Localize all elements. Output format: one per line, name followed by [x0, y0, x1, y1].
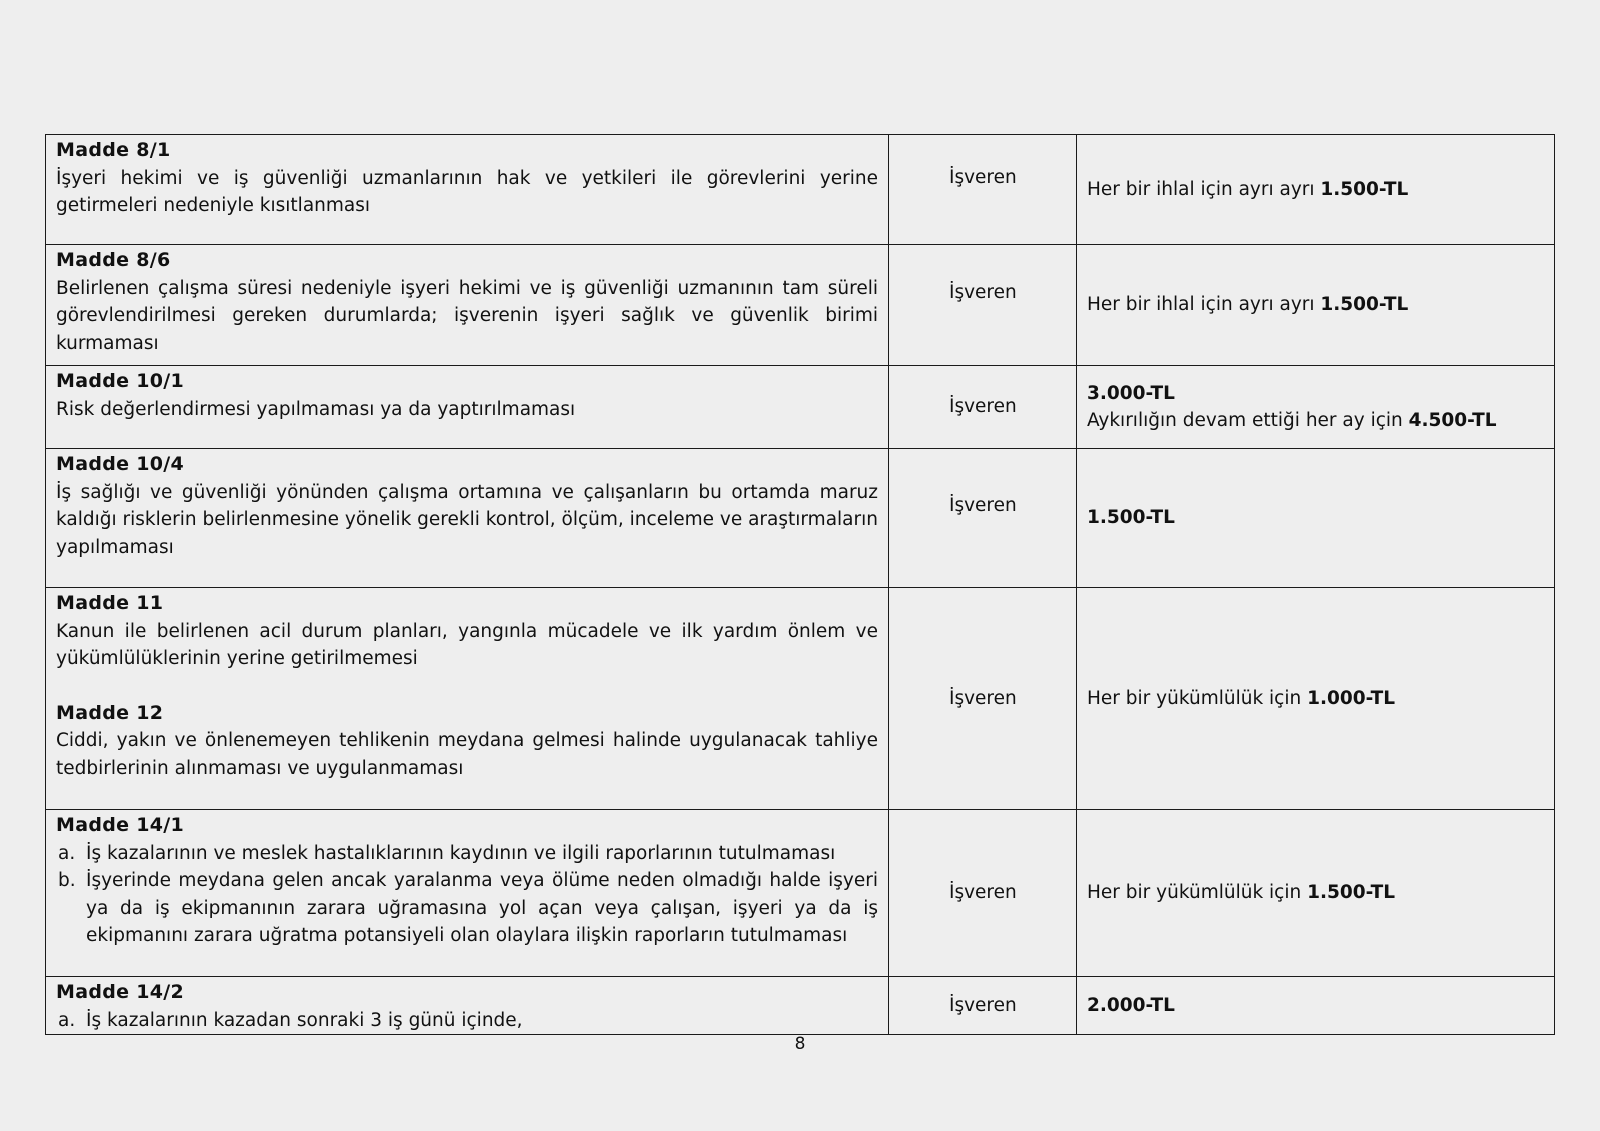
fine-amount: 4.500-TL: [1408, 410, 1497, 431]
article-title: Madde 12: [56, 701, 164, 724]
article-description: Ciddi, yakın ve önlenemeyen tehlikenin meydana gelmesi halinde uygulanacak tahliye tedbirlerinin alınmaması ve uygulanmaması: [56, 730, 878, 779]
article-item-list: [56, 840, 878, 950]
article-title: Madde 10/1: [56, 370, 185, 392]
responsible-party: İşveren: [949, 166, 1017, 188]
table-row: [46, 449, 1555, 588]
fine-cell: [1077, 366, 1555, 449]
responsible-cell: [889, 449, 1077, 588]
responsible-party: İşveren: [949, 396, 1017, 418]
table-row: [46, 245, 1555, 366]
fine-amount: 3.000-TL: [1087, 382, 1175, 404]
list-item: a. İş kazalarının kazadan sonraki 3 iş günü içinde,: [58, 1009, 523, 1031]
list-item: a. İş kazalarının ve meslek hastalıklarının kaydının ve ilgili raporlarının tutulmaması: [58, 842, 836, 864]
responsible-party: İşveren: [949, 495, 1017, 517]
article-description: Belirlenen çalışma süresi nedeniyle işyeri hekimi ve iş güvenliği uzmanının tam süreli görevlendirilmesi gereken durumlarda; işverenin işyeri sağlık ve güvenlik birimi kurmaması: [56, 277, 878, 354]
fine-text: Her bir yükümlülük için: [1087, 882, 1308, 904]
fine-cell: [1077, 245, 1555, 366]
responsible-cell: [889, 245, 1077, 366]
responsible-cell: [889, 135, 1077, 245]
fine-amount: 1.500-TL: [1320, 178, 1409, 200]
article-cell: [46, 449, 889, 588]
fine-cell: [1077, 588, 1555, 810]
article-description: Kanun ile belirlenen acil durum planları, yangınla mücadele ve ilk yardım önlem ve yükümlülüklerinin yerine getirilmemesi: [56, 620, 878, 669]
fine-cell: [1077, 810, 1555, 977]
responsible-party: İşveren: [949, 687, 1017, 709]
fine-amount: 2.000-TL: [1087, 994, 1175, 1016]
fine-amount: 1.500-TL: [1087, 507, 1175, 529]
penalty-table: [45, 134, 1555, 1035]
fine-text: Aykırılığın devam ettiği her ay için: [1087, 410, 1409, 431]
article-title: Madde 8/6: [56, 249, 171, 271]
article-cell: [46, 588, 889, 810]
article-cell: [46, 245, 889, 366]
article-description: İş sağlığı ve güvenliği yönünden çalışma ortamına ve çalışanların bu ortamda maruz kaldığı risklerin belirlenmesine yönelik gerekli kontrol, ölçüm, inceleme ve araştırmaların yapılmaması: [56, 481, 878, 558]
table-row: [46, 810, 1555, 977]
table-row: [46, 135, 1555, 245]
article-title: Madde 14/2: [56, 981, 185, 1003]
table-row: [46, 977, 1555, 1035]
responsible-cell: [889, 366, 1077, 449]
fine-cell: [1077, 135, 1555, 245]
article-description: İşyeri hekimi ve iş güvenliği uzmanlarının hak ve yetkileri ile görevlerini yerine getirmeleri nedeniyle kısıtlanması: [56, 167, 878, 216]
article-cell: [46, 977, 889, 1035]
article-cell: [46, 135, 889, 245]
table-row: [46, 366, 1555, 449]
article-title: Madde 10/4: [56, 453, 185, 475]
responsible-cell: [889, 810, 1077, 977]
article-item-list: [56, 1007, 878, 1035]
fine-amount: 1.500-TL: [1320, 294, 1409, 316]
article-cell: [46, 810, 889, 977]
table-row: [46, 588, 1555, 810]
article-title: Madde 11: [56, 592, 164, 614]
page-number: 8: [794, 1034, 806, 1054]
responsible-party: İşveren: [949, 882, 1017, 904]
fine-cell: [1077, 449, 1555, 588]
article-title: Madde 8/1: [56, 139, 171, 161]
responsible-party: İşveren: [949, 994, 1017, 1016]
fine-amount: 1.000-TL: [1307, 687, 1395, 709]
fine-text: Her bir yükümlülük için: [1087, 687, 1308, 709]
responsible-cell: [889, 977, 1077, 1035]
fine-text: Her bir ihlal için ayrı ayrı: [1087, 294, 1321, 316]
fine-amount: 1.500-TL: [1307, 882, 1395, 904]
article-description: Risk değerlendirmesi yapılmaması ya da yaptırılmaması: [56, 398, 576, 420]
fine-text: Her bir ihlal için ayrı ayrı: [1087, 178, 1321, 200]
fine-cell: [1077, 977, 1555, 1035]
responsible-party: İşveren: [949, 282, 1017, 304]
responsible-cell: [889, 588, 1077, 810]
article-cell: [46, 366, 889, 449]
article-title: Madde 14/1: [56, 814, 185, 836]
list-item: b. İşyerinde meydana gelen ancak yaralanma veya ölüme neden olmadığı halde işyeri ya da iş ekipmanının zarara uğramasına yol açan veya çalışan, işyeri ya da iş ekipmanını zarara uğratma potansiyeli olan olaylara ilişkin raporların tutulmaması: [58, 870, 878, 946]
